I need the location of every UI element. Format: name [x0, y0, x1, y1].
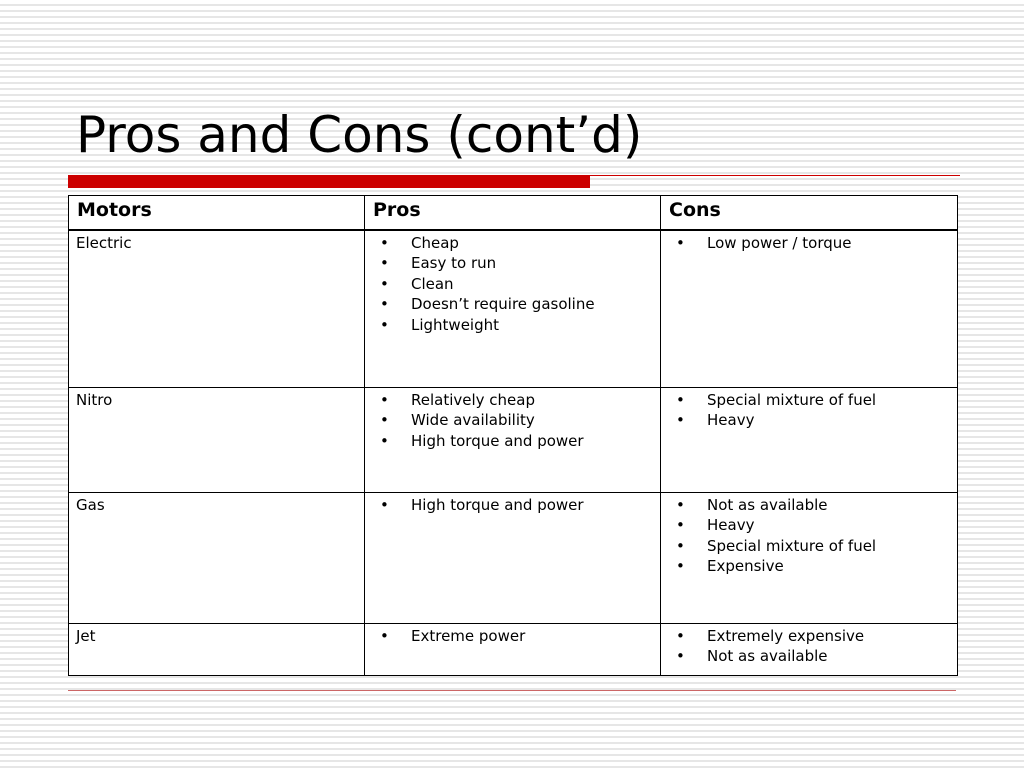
list-item: • High torque and power	[372, 431, 654, 452]
list-item: • Wide availability	[372, 410, 654, 431]
list-item: • Extreme power	[372, 626, 654, 647]
list-item: • Low power / torque	[668, 233, 951, 254]
title-underline	[68, 175, 960, 188]
table-row	[69, 387, 958, 492]
table-row	[69, 230, 958, 388]
pros-list	[372, 626, 654, 647]
table-row	[69, 492, 958, 623]
motor-cell: Electric	[69, 230, 365, 388]
motor-cell: Nitro	[69, 387, 365, 492]
table-header-row	[69, 196, 958, 230]
list-item: • Easy to run	[372, 253, 654, 274]
list-item: • Not as available	[668, 495, 951, 516]
slide-title: Pros and Cons (cont’d)	[76, 106, 643, 164]
list-item: • Relatively cheap	[372, 390, 654, 411]
list-item: • Not as available	[668, 646, 951, 667]
cons-list	[668, 495, 951, 577]
cons-list	[668, 233, 951, 254]
footer-rule	[68, 690, 956, 691]
pros-cons-table	[68, 195, 958, 676]
motor-cell: Gas	[69, 492, 365, 623]
list-item: • Lightweight	[372, 315, 654, 336]
cons-cell	[661, 230, 958, 388]
header-cons: Cons	[661, 196, 958, 230]
pros-cell	[365, 623, 661, 675]
pros-cell	[365, 387, 661, 492]
cons-list	[668, 626, 951, 667]
header-motors: Motors	[69, 196, 365, 230]
title-underline-line	[590, 175, 960, 176]
header-pros: Pros	[365, 196, 661, 230]
list-item: • Extremely expensive	[668, 626, 951, 647]
list-item: • Cheap	[372, 233, 654, 254]
list-item: • Heavy	[668, 515, 951, 536]
pros-list	[372, 390, 654, 452]
cons-cell	[661, 387, 958, 492]
cons-cell	[661, 623, 958, 675]
pros-cell	[365, 492, 661, 623]
cons-cell	[661, 492, 958, 623]
cons-list	[668, 390, 951, 431]
list-item: • Special mixture of fuel	[668, 390, 951, 411]
pros-list	[372, 495, 654, 516]
list-item: • Expensive	[668, 556, 951, 577]
title-underline-bar	[68, 175, 590, 188]
list-item: • High torque and power	[372, 495, 654, 516]
list-item: • Doesn’t require gasoline	[372, 294, 654, 315]
list-item: • Heavy	[668, 410, 951, 431]
pros-list	[372, 233, 654, 336]
pros-cell	[365, 230, 661, 388]
table-row	[69, 623, 958, 675]
list-item: • Clean	[372, 274, 654, 295]
list-item: • Special mixture of fuel	[668, 536, 951, 557]
motor-cell: Jet	[69, 623, 365, 675]
